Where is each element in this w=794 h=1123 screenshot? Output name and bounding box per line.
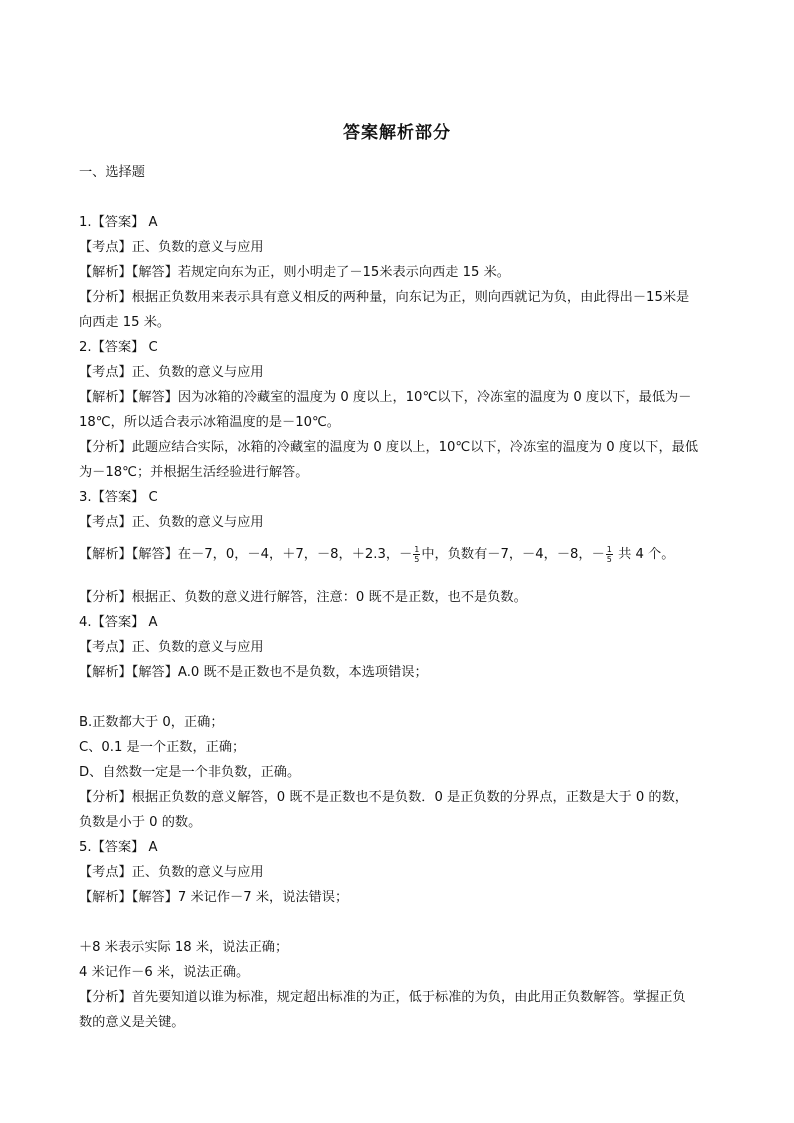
q3-jiexi-part-c: 共 4 个。	[613, 547, 675, 562]
q2-answer	[79, 335, 719, 360]
q3-jiexi	[79, 535, 719, 575]
q4-jiexi: 【解析】【解答】A.0 既不是正数也不是负数，本选项错误；	[79, 665, 428, 680]
q3-answer-value: C	[148, 490, 158, 505]
q4-option-d: D、自然数一定是一个非负数，正确。	[79, 765, 301, 780]
q1-answer-prefix: 1.【答案】	[79, 215, 145, 230]
page-title: 答案解析部分	[343, 123, 451, 143]
q3-fraction-1	[413, 545, 420, 564]
q1-kaodian: 【考点】正、负数的意义与应用	[79, 240, 264, 255]
q4-option-c: C、0.1 是一个正数，正确；	[79, 740, 246, 755]
q3-answer	[79, 485, 719, 510]
q5-fenxi-line2: 数的意义是关键。	[79, 1015, 185, 1030]
q3-jiexi-part-b: 中，负数有－7，－4，－8，－	[421, 547, 605, 562]
q5-fenxi-line1: 【分析】首先要知道以谁为标准，规定超出标准的为正，低于标准的为负，由此用正负数解答。掌握正负	[79, 990, 686, 1005]
q4-fenxi-line2: 负数是小于 0 的数。	[79, 815, 202, 830]
q4-answer-prefix: 4.【答案】	[79, 615, 145, 630]
q5-answer-value: A	[148, 840, 158, 855]
q3-jiexi-part-a: 【解析】【解答】在－7，0，－4，＋7，－8，＋2.3，－	[79, 547, 413, 562]
q2-answer-value: C	[148, 340, 158, 355]
q1-fenxi-line2: 向西走 15 米。	[79, 315, 171, 330]
q5-answer	[79, 835, 719, 860]
q2-answer-prefix: 2.【答案】	[79, 340, 145, 355]
q3-fenxi: 【分析】根据正、负数的意义进行解答，注意：0 既不是正数，也不是负数。	[79, 590, 527, 605]
q3-fraction-1-denominator: 5	[414, 554, 420, 564]
q1-fenxi-line1: 【分析】根据正负数用来表示具有意义相反的两种量，向东记为正，则向西就记为负，由此得出－15米是	[79, 290, 690, 305]
q4-kaodian: 【考点】正、负数的意义与应用	[79, 640, 264, 655]
q2-jiexi-line1: 【解析】【解答】因为冰箱的冷藏室的温度为 0 度以上，10℃以下，冷冻室的温度为 0 度以下，最低为－	[79, 390, 692, 405]
q5-kaodian: 【考点】正、负数的意义与应用	[79, 865, 264, 880]
q5-jiexi: 【解析】【解答】7 米记作－7 米，说法错误；	[79, 890, 349, 905]
q4-answer-value: A	[148, 615, 158, 630]
q5-answer-prefix: 5.【答案】	[79, 840, 145, 855]
q4-fenxi-line1: 【分析】根据正负数的意义解答，0 既不是正数也不是负数．0 是正负数的分界点，正数是大于 0 的数，	[79, 790, 688, 805]
section-heading: 一、选择题	[79, 165, 145, 180]
q3-fraction-2-numerator: 1	[606, 544, 612, 554]
answer-content	[79, 160, 719, 1035]
q1-answer-value: A	[148, 215, 158, 230]
q2-jiexi-line2: 18℃，所以适合表示冰箱温度的是－10℃。	[79, 415, 340, 430]
q3-kaodian: 【考点】正、负数的意义与应用	[79, 515, 264, 530]
q2-fenxi-line1: 【分析】此题应结合实际，冰箱的冷藏室的温度为 0 度以上，10℃以下，冷冻室的温度为 0 度以下，最低	[79, 440, 699, 455]
q1-jiexi: 【解析】【解答】若规定向东为正，则小明走了－15米表示向西走 15 米。	[79, 265, 510, 280]
q4-answer	[79, 610, 719, 635]
q3-fraction-1-numerator: 1	[414, 544, 420, 554]
q3-fraction-2-denominator: 5	[606, 554, 612, 564]
q5-line2: ＋8 米表示实际 18 米，说法正确；	[79, 940, 289, 955]
q1-answer	[79, 210, 719, 235]
q3-fraction-2	[606, 545, 613, 564]
q2-kaodian: 【考点】正、负数的意义与应用	[79, 365, 264, 380]
q5-line3: 4 米记作－6 米，说法正确。	[79, 965, 250, 980]
q2-fenxi-line2: 为－18℃；并根据生活经验进行解答。	[79, 465, 309, 480]
q4-option-b: B.正数都大于 0，正确；	[79, 715, 224, 730]
q3-answer-prefix: 3.【答案】	[79, 490, 145, 505]
